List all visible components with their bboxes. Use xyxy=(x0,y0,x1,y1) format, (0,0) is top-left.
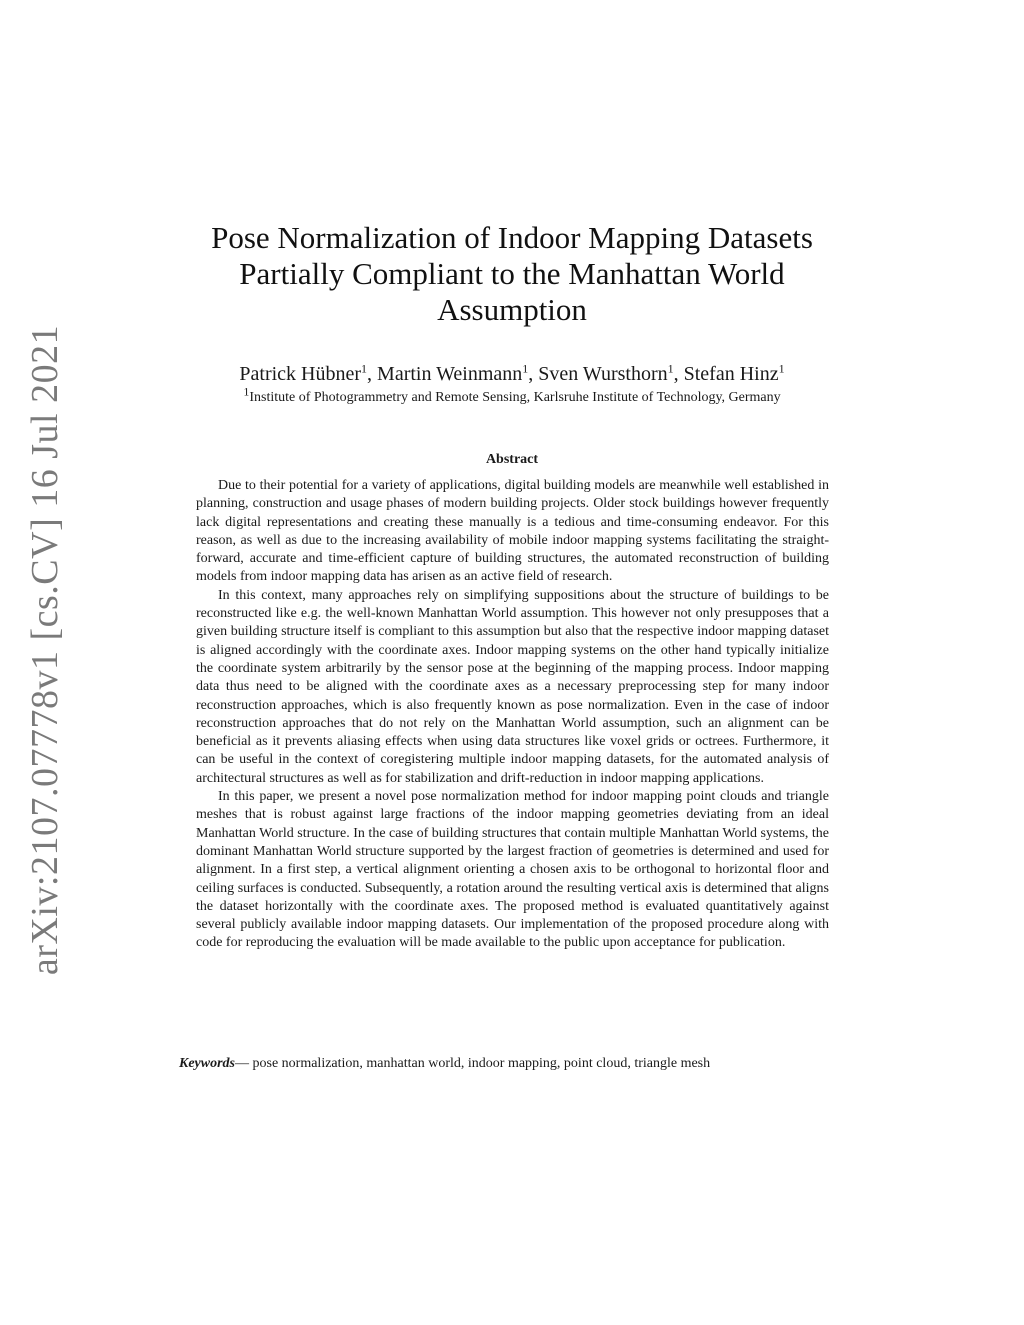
author-name: Sven Wursthorn xyxy=(538,363,668,385)
arxiv-identifier: arXiv:2107.07778v1 [cs.CV] 16 Jul 2021 xyxy=(24,324,66,976)
abstract-paragraph: In this context, many approaches rely on simplifying suppositions about the structure of buildings to be reconstructed like e.g. the well-known Manhattan World assumption. This however not only presupposes that a given building structure itself is compliant to this assumption but also that the respective indoor mapping dataset is aligned accordingly with the coordinate axes. Indoor mapping systems on the other hand typically initialize the coordinate system arbitrarily by the sensor pose at the beginning of the mapping process. Indoor mapping data thus need to be aligned with the coordinate axes as a necessary preprocessing step for many indoor reconstruction approaches, which is also frequently known as pose normalization. Even in the case of indoor reconstruction approaches that do not rely on the Manhattan World assumption, such an alignment can be beneficial as it prevents aliasing effects when using data structures like voxel grids or octrees. Furthermore, it can be useful in the context of coregistering multiple indoor mapping datasets, for the automated analysis of architectural structures as well as for stabilization and drift-reduction in indoor mapping applications. xyxy=(196,587,829,786)
abstract-heading: Abstract xyxy=(485,452,539,467)
abstract-paragraph: Due to their potential for a variety of applications, digital building models are meanwhile well established in planning, construction and usage phases of modern building projects. Older stock buildings however frequently lack digital representations and creating these manually is a tedious and time-consuming endeavor. For this reason, as well as due to the increasing availability of mobile indoor mapping systems facilitating the straight-forward, accurate and time-efficient capture of building structures, the automated reconstruction of building models from indoor mapping data has arisen as an active field of research. xyxy=(196,478,829,585)
author-affiliation-mark: 1 xyxy=(361,361,368,376)
abstract-paragraph: In this paper, we present a novel pose normalization method for indoor mapping point clouds and triangle meshes that is robust against large fractions of the indoor mapping geometries deviating from an ideal Manhattan World structure. In the case of building structures that contain multiple Manhattan World systems, the dominant Manhattan World structure supported by the largest fraction of geometries is determined and used for alignment. In a first step, a vertical alignment orienting a chosen axis to be orthogonal to horizontal floor and ceiling surfaces is conducted. Subsequently, a rotation around the resulting vertical axis is determined that aligns the dataset horizontally with the coordinate axes. The proposed method is evaluated quantitatively against several publicly available indoor mapping datasets. Our implementation of the proposed procedure along with code for reproducing the evaluation will be made available to the public upon acceptance for publication. xyxy=(196,789,829,951)
keywords-text: pose normalization, manhattan world, indoor mapping, point cloud, triangle mesh xyxy=(249,1056,711,1071)
abstract-body xyxy=(196,477,829,953)
keywords-dash: — xyxy=(235,1056,249,1071)
keywords xyxy=(179,1055,849,1073)
author-name: Martin Weinmann xyxy=(377,363,523,385)
author-list: Patrick Hübner$^1$, Martin Weinmann$^1$, Sven Wursthorn$^1$, Stefan Hinz$^1$ xyxy=(239,361,785,385)
paper-title xyxy=(180,220,844,328)
author-affiliation-mark: 1 xyxy=(778,361,785,376)
keywords-label: Keywords xyxy=(179,1056,235,1071)
author-affiliation-mark: 1 xyxy=(522,361,529,376)
author-name: Stefan Hinz xyxy=(683,363,779,385)
title-line-3: Assumption xyxy=(437,292,587,327)
affiliation xyxy=(180,384,844,408)
author-affiliation-mark: 1 xyxy=(667,361,674,376)
affiliation-text: Institute of Photogrammetry and Remote Sensing, Karlsruhe Institute of Technology, Germany xyxy=(249,390,781,405)
author-name: Patrick Hübner xyxy=(239,363,362,385)
title-line-1: Pose Normalization of Indoor Mapping Datasets xyxy=(211,220,813,255)
title-line-2: Partially Compliant to the Manhattan World xyxy=(239,256,785,291)
affiliation-mark: 1 xyxy=(243,384,250,399)
